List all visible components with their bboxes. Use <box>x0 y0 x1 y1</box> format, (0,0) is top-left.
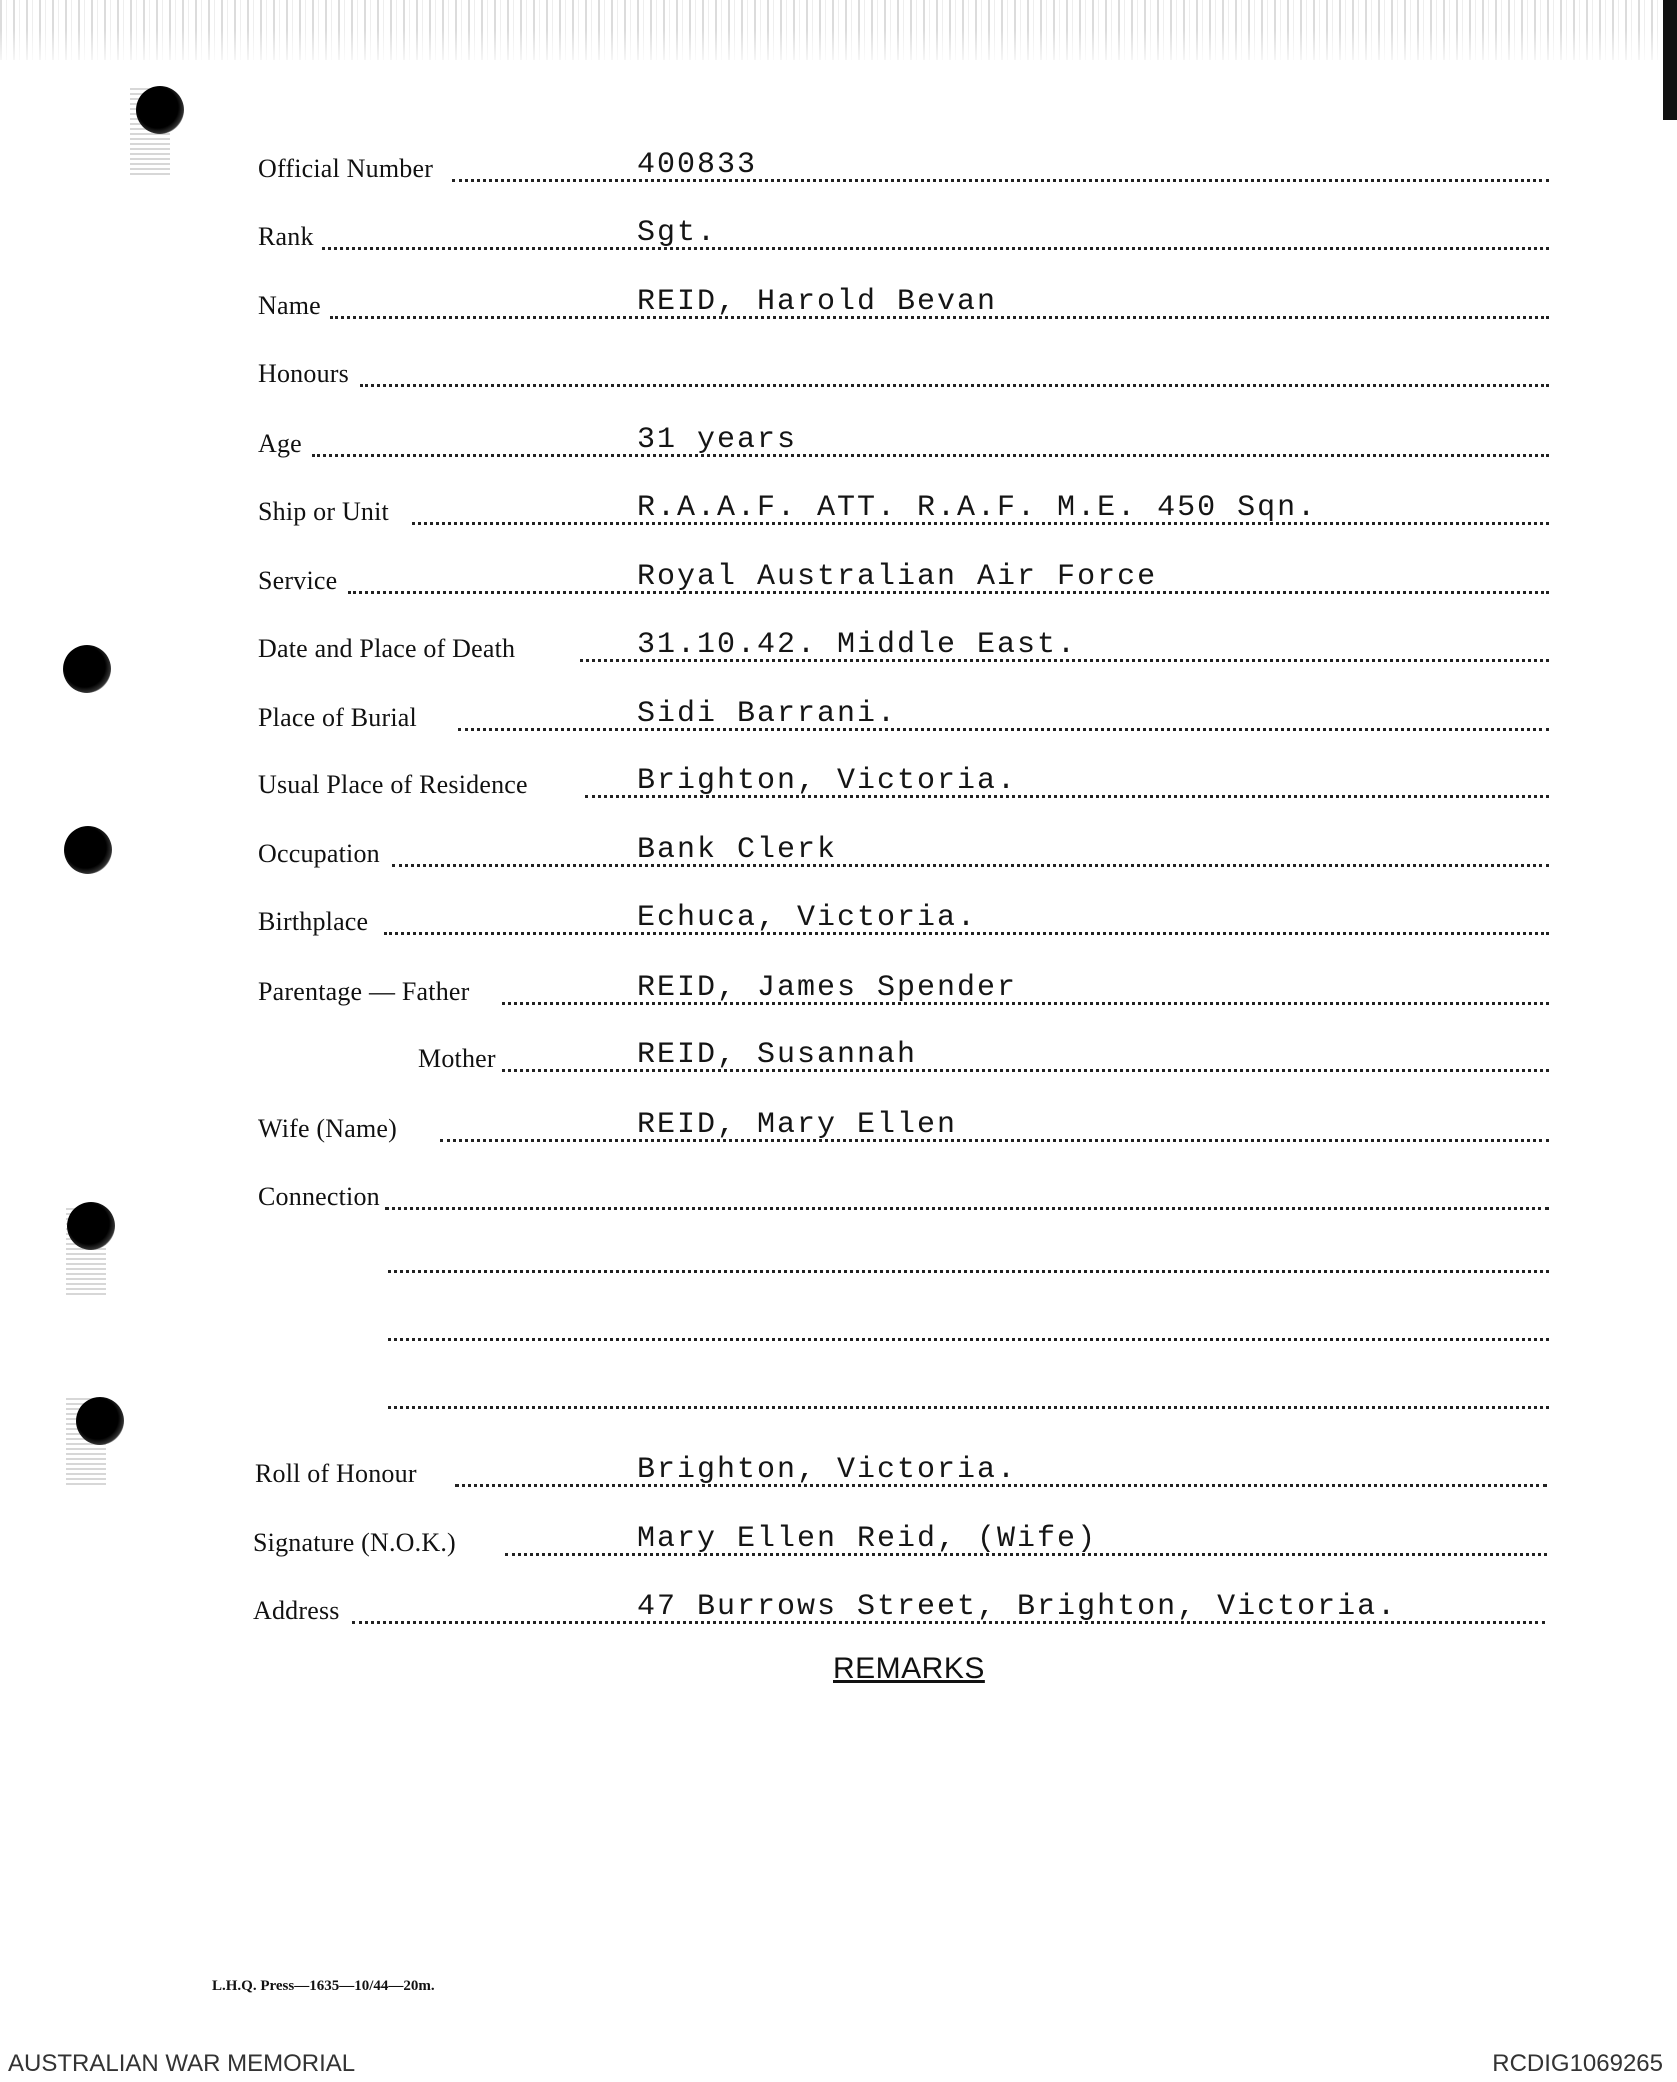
field-date-place-of-death <box>0 630 1677 670</box>
field-rank <box>0 218 1677 258</box>
field-signature <box>0 1524 1677 1564</box>
field-label: Honours <box>258 359 349 388</box>
field-value: Brighton, Victoria. <box>637 764 1018 798</box>
printer-imprint: L.H.Q. Press—1635—10/44—20m. <box>212 1978 435 1994</box>
field-value: Sgt. <box>637 216 718 250</box>
field-name <box>0 287 1677 327</box>
field-label: Wife (Name) <box>258 1114 398 1143</box>
field-wife <box>0 1110 1677 1150</box>
field-value: REID, James Spender <box>637 971 1018 1005</box>
field-value: 400833 <box>637 148 758 182</box>
field-service <box>0 562 1677 602</box>
field-father <box>0 973 1677 1013</box>
field-value: Brighton, Victoria. <box>637 1453 1018 1487</box>
blank-line <box>388 1270 1549 1273</box>
field-label: Ship or Unit <box>258 497 389 526</box>
field-value: 31 years <box>637 423 798 457</box>
field-value: Mary Ellen Reid, (Wife) <box>637 1522 1098 1556</box>
field-label: Age <box>258 429 302 458</box>
footer-reference: RCDIG1069265 <box>1492 2050 1663 2077</box>
field-connection <box>0 1178 1677 1218</box>
blank-line <box>388 1338 1549 1341</box>
field-label: Mother <box>418 1044 496 1073</box>
field-value: 47 Burrows Street, Brighton, Victoria. <box>637 1590 1398 1624</box>
punch-hole <box>136 86 184 134</box>
field-label: Service <box>258 566 338 595</box>
field-roll-of-honour <box>0 1455 1677 1495</box>
field-label: Connection <box>258 1182 380 1211</box>
field-value: Sidi Barrani. <box>637 697 898 731</box>
field-occupation <box>0 835 1677 875</box>
field-honours <box>0 355 1677 395</box>
punch-hole <box>76 1397 124 1445</box>
field-value: REID, Mary Ellen <box>637 1108 958 1142</box>
field-value: Royal Australian Air Force <box>637 560 1158 594</box>
remarks-heading: REMARKS <box>833 1652 985 1685</box>
field-value: REID, Harold Bevan <box>637 285 998 319</box>
field-official-number <box>0 150 1677 190</box>
field-label: Name <box>258 291 321 320</box>
field-value: R.A.A.F. ATT. R.A.F. M.E. 450 Sqn. <box>637 491 1318 525</box>
field-value: Echuca, Victoria. <box>637 901 978 935</box>
field-label: Rank <box>258 222 314 251</box>
field-address <box>0 1592 1677 1632</box>
field-label: Usual Place of Residence <box>258 770 528 799</box>
field-label: Occupation <box>258 839 380 868</box>
blank-line <box>388 1406 1549 1409</box>
footer-source: AUSTRALIAN WAR MEMORIAL <box>8 2050 356 2077</box>
field-value: Bank Clerk <box>637 833 838 867</box>
field-label: Roll of Honour <box>255 1459 417 1488</box>
field-label: Signature (N.O.K.) <box>253 1528 456 1557</box>
field-age <box>0 425 1677 465</box>
scan-artifact-edge <box>1663 0 1677 120</box>
field-label: Parentage — Father <box>258 977 470 1006</box>
field-usual-residence <box>0 766 1677 806</box>
field-label: Birthplace <box>258 907 369 936</box>
field-ship-or-unit <box>0 493 1677 533</box>
field-label: Date and Place of Death <box>258 634 516 663</box>
field-label: Place of Burial <box>258 703 417 732</box>
field-birthplace <box>0 903 1677 943</box>
field-value: 31.10.42. Middle East. <box>637 628 1078 662</box>
field-place-of-burial <box>0 699 1677 739</box>
field-mother <box>0 1040 1677 1080</box>
field-label: Official Number <box>258 154 434 183</box>
field-label: Address <box>253 1596 340 1625</box>
field-value: REID, Susannah <box>637 1038 918 1072</box>
